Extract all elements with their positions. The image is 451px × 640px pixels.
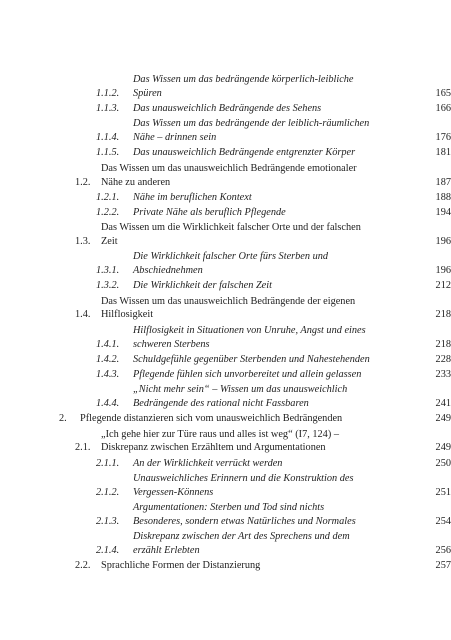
toc-entry-number: 1.2.2. <box>96 206 120 218</box>
toc-entry-title: Das Wissen um das bedrängende der leiblich-räumlichen Nähe – drinnen sein <box>133 118 370 144</box>
toc-entry-title: Pflegende fühlen sich unvorbereitet und allein gelassen <box>133 368 362 380</box>
toc-entry-number: 2.1.3. <box>96 515 120 527</box>
toc-entry-page: 218 <box>435 309 451 321</box>
toc-entry[interactable] <box>0 457 451 471</box>
toc-entry-title: Private Nähe als beruflich Pflegende <box>133 206 286 218</box>
toc-entry-title: „Nicht mehr sein“ – Wissen um das unausweichlich Bedrängende des rational nicht Fassbaren <box>133 384 348 410</box>
toc-entry-page: 196 <box>435 236 451 248</box>
toc-entry-title: Nähe im beruflichen Kontext <box>133 191 252 203</box>
toc-entry-title: „Ich gehe hier zur Türe raus und alles ist weg“ (I7, 124) – Diskrepanz zwischen Erzähltem und Argumentationen <box>101 428 339 454</box>
toc-entry-title: Diskrepanz zwischen der Art des Sprechens und dem erzählt Erlebten <box>133 531 350 556</box>
toc-entry-page: 256 <box>435 544 451 556</box>
toc-entry-title: Unausweichliches Erinnern und die Konstruktion des Vergessen-Könnens <box>133 472 354 498</box>
toc-entry-title: Das Wissen um das unausweichlich Bedrängende der eigenen Hilflosigkeit <box>101 295 356 321</box>
toc-entry[interactable] <box>0 162 451 190</box>
toc-entry-number: 1.1.2. <box>96 87 120 99</box>
toc-entry-page: 188 <box>435 191 451 203</box>
toc-entry-number: 1.4.3. <box>96 368 120 380</box>
toc-entry[interactable] <box>0 279 451 293</box>
toc-entry[interactable] <box>0 250 451 278</box>
toc-entry-number: 1.4.2. <box>96 353 120 365</box>
toc-entry-page: 257 <box>435 560 451 572</box>
toc-entry[interactable] <box>0 530 451 558</box>
toc-entry-number: 2. <box>59 413 67 425</box>
toc-entry-number: 1.2. <box>75 176 91 188</box>
toc-entry[interactable] <box>0 221 451 249</box>
toc-entry[interactable] <box>0 353 451 367</box>
toc-entry-page: 249 <box>435 442 451 454</box>
toc-entry-page: 228 <box>435 353 451 365</box>
toc-entry-title: An der Wirklichkeit verrückt werden <box>133 457 283 469</box>
toc-entry-page: 194 <box>435 206 451 218</box>
toc-entry-title: Das unausweichlich Bedrängende des Sehens <box>133 103 322 115</box>
table-of-contents <box>0 73 451 574</box>
toc-entry-number: 2.1.1. <box>96 457 120 469</box>
toc-entry-title: Argumentationen: Sterben und Tod sind nichts Besonderes, sondern etwas Natürliches und Normales <box>133 501 356 527</box>
toc-entry-number: 1.1.5. <box>96 147 120 159</box>
toc-entry-number: 1.4.4. <box>96 398 120 410</box>
toc-entry-number: 2.1.4. <box>96 544 120 556</box>
toc-entry-title: Die Wirklichkeit falscher Orte fürs Sterben und Abschiednehmen <box>133 251 329 277</box>
toc-entry-page: 218 <box>435 338 451 350</box>
toc-entry-page: 181 <box>435 147 451 159</box>
toc-entry-page: 241 <box>435 398 451 410</box>
toc-entry[interactable] <box>0 501 451 529</box>
toc-entry-title: Das Wissen um das unausweichlich Bedrängende emotionaler Nähe zu anderen <box>101 162 357 188</box>
toc-entry[interactable] <box>0 383 451 411</box>
toc-entry[interactable] <box>0 102 451 116</box>
toc-entry-page: 254 <box>435 515 451 527</box>
toc-entry-number: 2.1. <box>75 442 91 454</box>
toc-entry-page: 233 <box>435 368 451 380</box>
toc-entry-title: Die Wirklichkeit der falschen Zeit <box>133 280 272 292</box>
toc-entry-number: 1.3.2. <box>96 280 120 292</box>
toc-entry-title: Das Wissen um die Wirklichkeit falscher Orte und der falschen Zeit <box>101 222 361 248</box>
toc-entry-title: Sprachliche Formen der Distanzierung <box>101 560 261 572</box>
toc-entry[interactable] <box>0 428 451 456</box>
toc-entry-title: Hilflosigkeit in Situationen von Unruhe, Angst und eines schweren Sterbens <box>133 324 366 350</box>
toc-entry-number: 1.2.1. <box>96 191 120 203</box>
toc-entry-page: 212 <box>435 280 451 292</box>
toc-entry-number: 1.4.1. <box>96 338 120 350</box>
toc-entry-page: 176 <box>435 132 451 144</box>
toc-entry-page: 249 <box>435 413 451 425</box>
toc-entry[interactable] <box>0 368 451 382</box>
toc-entry-title: Das unausweichlich Bedrängende entgrenzter Körper <box>133 147 356 159</box>
toc-entry-number: 1.1.3. <box>96 103 120 115</box>
toc-entry-title: Das Wissen um das bedrängende körperlich-leibliche Spüren <box>133 74 354 99</box>
toc-entry[interactable] <box>0 295 451 323</box>
toc-entry-title: Pflegende distanzieren sich vom unausweichlich Bedrängenden <box>80 413 343 425</box>
toc-entry[interactable] <box>0 559 451 573</box>
toc-entry-number: 1.4. <box>75 309 91 321</box>
toc-entry-page: 187 <box>435 176 451 188</box>
toc-entry-number: 2.2. <box>75 560 91 572</box>
toc-entry-title: Schuldgefühle gegenüber Sterbenden und Nahestehenden <box>133 353 370 365</box>
toc-entry-number: 2.1.2. <box>96 486 120 498</box>
toc-entry[interactable] <box>0 412 451 426</box>
toc-entry-page: 196 <box>435 265 451 277</box>
toc-entry-page: 250 <box>435 457 451 469</box>
toc-entry-number: 1.3.1. <box>96 265 120 277</box>
toc-entry-number: 1.3. <box>75 236 91 248</box>
toc-entry[interactable] <box>0 73 451 101</box>
toc-entry-page: 165 <box>435 87 451 99</box>
toc-entry-number: 1.1.4. <box>96 132 120 144</box>
toc-entry[interactable] <box>0 146 451 160</box>
toc-entry[interactable] <box>0 324 451 352</box>
toc-entry[interactable] <box>0 206 451 220</box>
toc-entry[interactable] <box>0 117 451 145</box>
toc-entry-page: 166 <box>435 103 451 115</box>
toc-entry-page: 251 <box>435 486 451 498</box>
toc-entry[interactable] <box>0 472 451 500</box>
toc-entry[interactable] <box>0 191 451 205</box>
